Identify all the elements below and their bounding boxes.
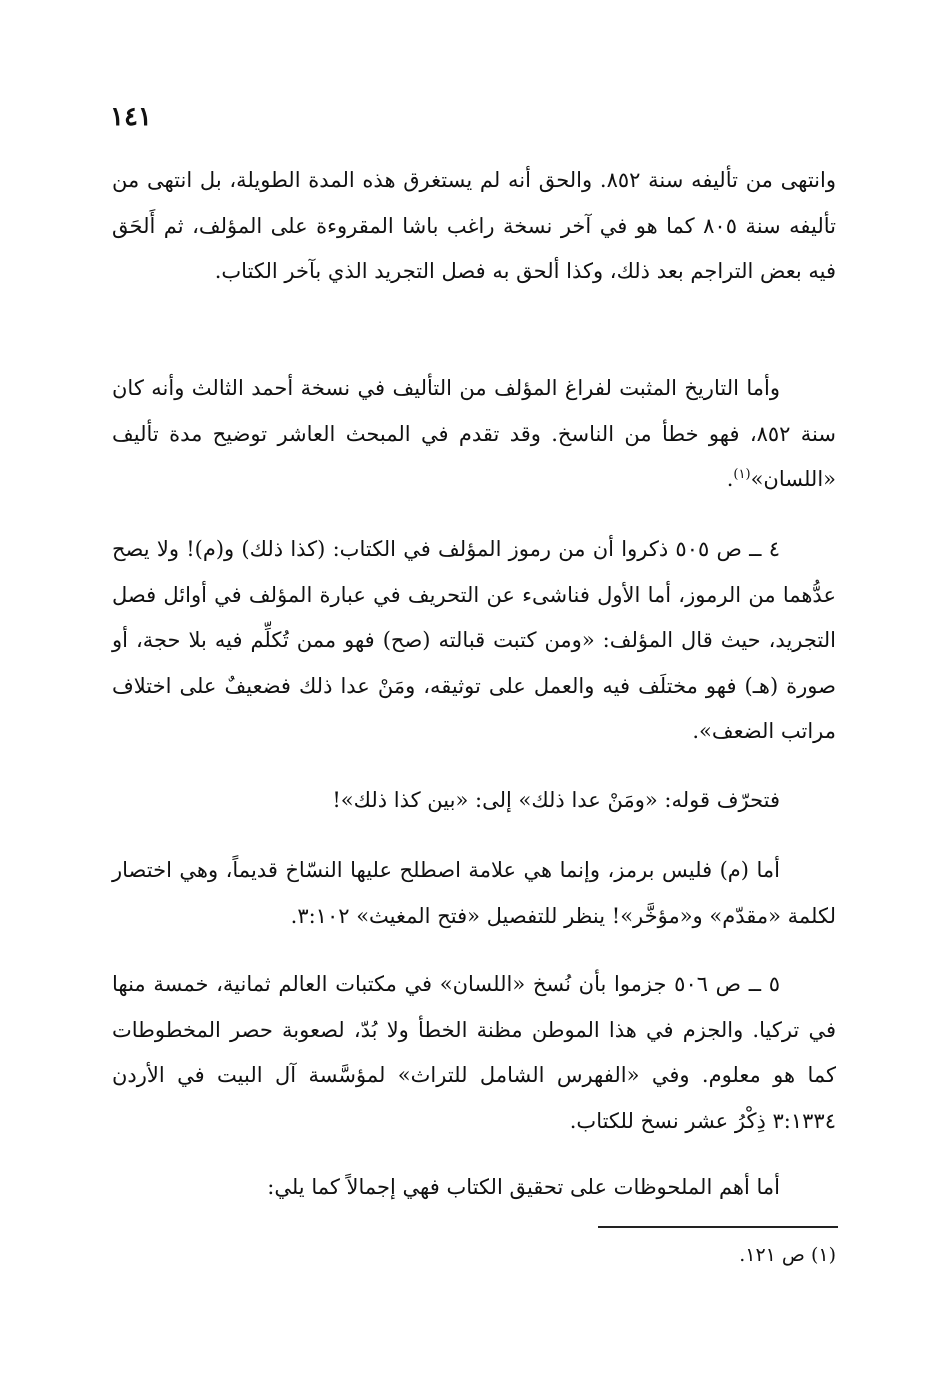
- paragraph-2-text: وأما التاريخ المثبت لفراغ المؤلف من التأليف في نسخة أحمد الثالث وأنه كان سنة ٨٥٢، فهو خطأ من الناسخ. وقد تقدم في المبحث العاشر توضيح مدة تأليف «اللسان»: [112, 376, 836, 491]
- footnote: (١) ص ١٢١.: [739, 1244, 836, 1266]
- paragraph-7-text: أما أهم الملحوظات على تحقيق الكتاب فهي إجمالاً كما يلي:: [267, 1175, 780, 1199]
- page-number: ١٤١: [110, 102, 152, 132]
- paragraph-6: [112, 962, 836, 1144]
- paragraph-6-text: ٥ ــ ص ٥٠٦ جزموا بأن نُسخ «اللسان» في مكتبات العالم ثمانية، خمسة منها في تركيا. والجزم في هذا الموطن مظنة الخطأ ولا بُدّ، لصعوبة حصر المخطوطات كما هو معلوم. وفي «الفهرس الشامل للتراث» لمؤسَّسة آل البيت في الأردن ٣:١٣٣٤ ذِكْرُ عشر نسخ للكتاب.: [112, 972, 836, 1133]
- paragraph-4-text: فتحرّف قوله: «ومَنْ عدا ذلك» إلى: «بين كذا ذلك»!: [332, 788, 780, 812]
- paragraph-5-text: أما (م) فليس برمز، وإنما هي علامة اصطلح عليها النسّاخ قديماً، وهي اختصار لكلمة «مقدّم» و«مؤخَّر»! ينظر للتفصيل «فتح المغيث» ٣:١٠٢.: [112, 858, 836, 928]
- paragraph-2: [112, 366, 836, 503]
- paragraph-7: [112, 1165, 836, 1211]
- footnote-reference[interactable]: (١): [733, 467, 751, 482]
- paragraph-5: [112, 848, 836, 939]
- paragraph-3: [112, 527, 836, 755]
- footnote-divider: [598, 1226, 838, 1228]
- paragraph-3-text: ٤ ــ ص ٥٠٥ ذكروا أن من رموز المؤلف في الكتاب: (كذا ذلك) و(م)! ولا يصح عدُّهما من الرموز، أما الأول فناشىء عن التحريف في عبارة المؤلف في أوائل فصل التجريد، حيث قال المؤلف: «ومن كتبت قبالته (صح) فهو ممن تُكلِّم فيه بلا حجة، أو صورة (هـ) فهو مختلَف فيه والعمل على توثيقه، ومَنْ عدا ذلك فضعيفٌ على اختلاف مراتب الضعف».: [112, 537, 836, 743]
- paragraph-1: وانتهى من تأليفه سنة ٨٥٢. والحق أنه لم يستغرق هذه المدة الطويلة، بل انتهى من تأليفه سنة ٨٠٥ كما هو في آخر نسخة راغب باشا المقروءة على المؤلف، ثم أَلحَق فيه بعض التراجم بعد ذلك، وكذا ألحق به فصل التجريد الذي بآخر الكتاب.: [112, 168, 837, 283]
- paragraph-2-end: .: [726, 467, 734, 491]
- paragraph-4: [112, 778, 836, 824]
